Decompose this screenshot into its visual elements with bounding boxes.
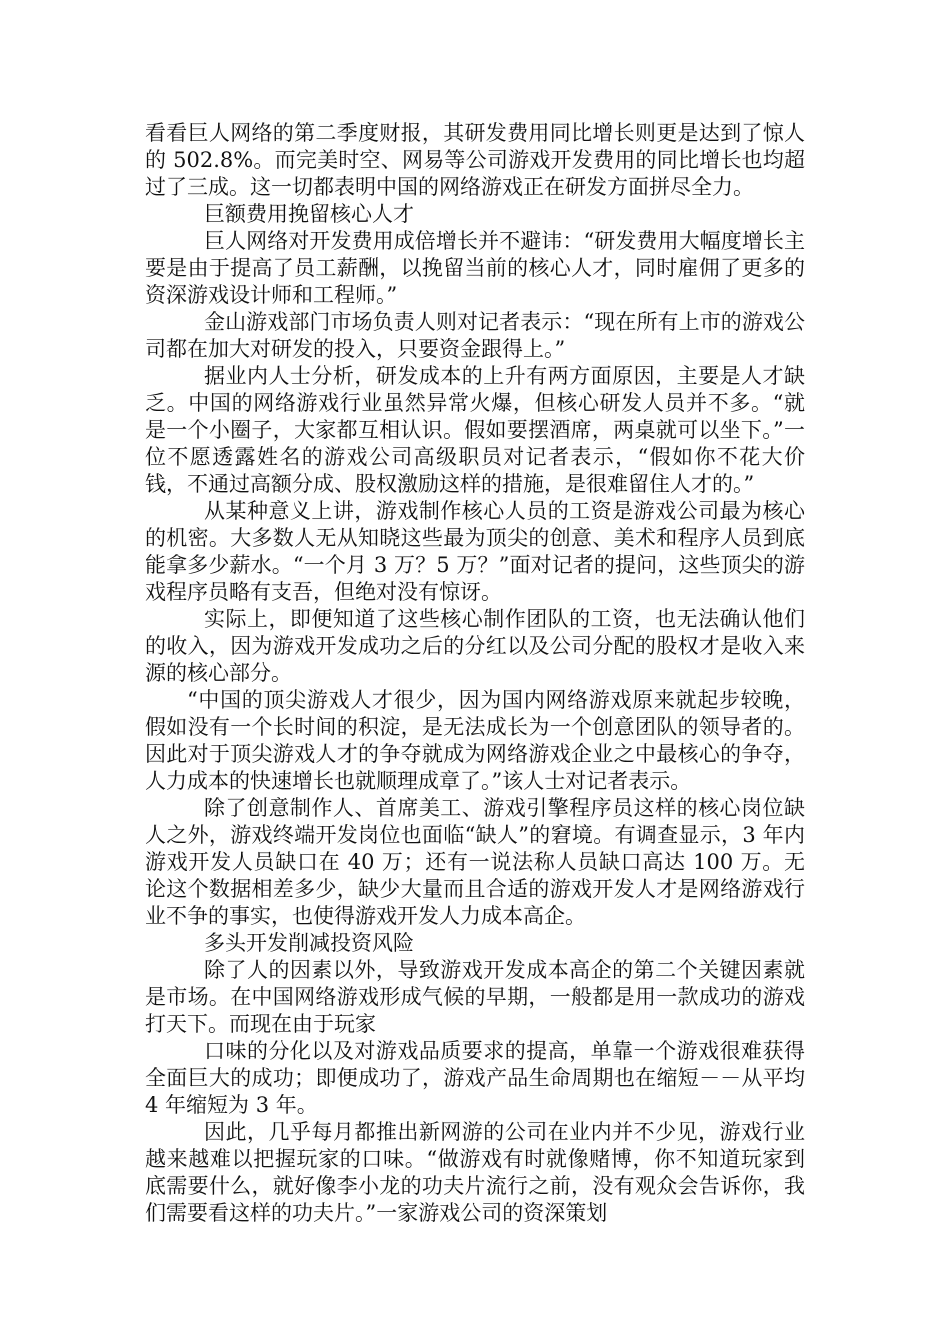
paragraph: 巨人网络对开发费用成倍增长并不避讳：“研发费用大幅度增长主要是由于提高了员工薪酬，以挽留当前的核心人才，同时雇佣了更多的资深游戏设计师和工程师。” <box>145 229 805 307</box>
paragraph: “中国的顶尖游戏人才很少，因为国内网络游戏原来就起步较晚，假如没有一个长时间的积淀，是无法成长为一个创意团队的领导者的。因此对于顶尖游戏人才的争夺就成为网络游戏企业之中最核心的争夺，人力成本的快速增长也就顺理成章了。”该人士对记者表示。 <box>145 688 805 793</box>
paragraph: 金山游戏部门市场负责人则对记者表示：“现在所有上市的游戏公司都在加大对研发的投入，只要资金跟得上。” <box>145 310 805 361</box>
paragraph: 因此，几乎每月都推出新网游的公司在业内并不少见，游戏行业越来越难以把握玩家的口味。“做游戏有时就像赌博，你不知道玩家到底需要什么，就好像李小龙的功夫片流行之前，没有观众会告诉你，我们需要看这样的功夫片。”一家游戏公司的资深策划 <box>145 1120 805 1225</box>
paragraph: 除了创意制作人、首席美工、游戏引擎程序员这样的核心岗位缺人之外，游戏终端开发岗位也面临“缺人”的窘境。有调查显示，3 年内游戏开发人员缺口在 40 万；还有一说法称人员缺口高达 100 万。无论这个数据相差多少，缺少大量而且合适的游戏开发人才是网络游戏行业不争的事实，也使得游戏开发人力成本高企。 <box>145 796 805 928</box>
section-heading: 巨额费用挽留核心人才 <box>204 202 414 226</box>
paragraph: 从某种意义上讲，游戏制作核心人员的工资是游戏公司最为核心的机密。大多数人无从知晓这些最为顶尖的创意、美术和程序人员到底能拿多少薪水。“一个月 3 万？5 万？”面对记者的提问，这些顶尖的游戏程序员略有支吾，但绝对没有惊讶。 <box>145 499 805 604</box>
paragraph: 除了人的因素以外，导致游戏开发成本高企的第二个关键因素就是市场。在中国网络游戏形成气候的早期，一般都是用一款成功的游戏打天下。而现在由于玩家 <box>145 958 805 1036</box>
paragraph: 看看巨人网络的第二季度财报，其研发费用同比增长则更是达到了惊人的 502.8%。而完美时空、网易等公司游戏开发费用的同比增长也均超过了三成。这一切都表明中国的网络游戏正在研发方面拼尽全力。 <box>145 121 805 199</box>
document-body <box>145 120 805 1227</box>
paragraph: 口味的分化以及对游戏品质要求的提高，单靠一个游戏很难获得全面巨大的成功；即便成功了，游戏产品生命周期也在缩短－－从平均 4 年缩短为 3 年。 <box>145 1039 805 1117</box>
section-heading: 多头开发削减投资风险 <box>204 931 414 955</box>
paragraph: 实际上，即便知道了这些核心制作团队的工资，也无法确认他们的收入，因为游戏开发成功之后的分红以及公司分配的股权才是收入来源的核心部分。 <box>145 607 805 685</box>
paragraph: 据业内人士分析，研发成本的上升有两方面原因，主要是人才缺乏。中国的网络游戏行业虽然异常火爆，但核心研发人员并不多。“就是一个小圈子，大家都互相认识。假如要摆酒席，两桌就可以坐下。”一位不愿透露姓名的游戏公司高级职员对记者表示，“假如你不花大价钱，不通过高额分成、股权激励这样的措施，是很难留住人才的。” <box>145 364 805 496</box>
